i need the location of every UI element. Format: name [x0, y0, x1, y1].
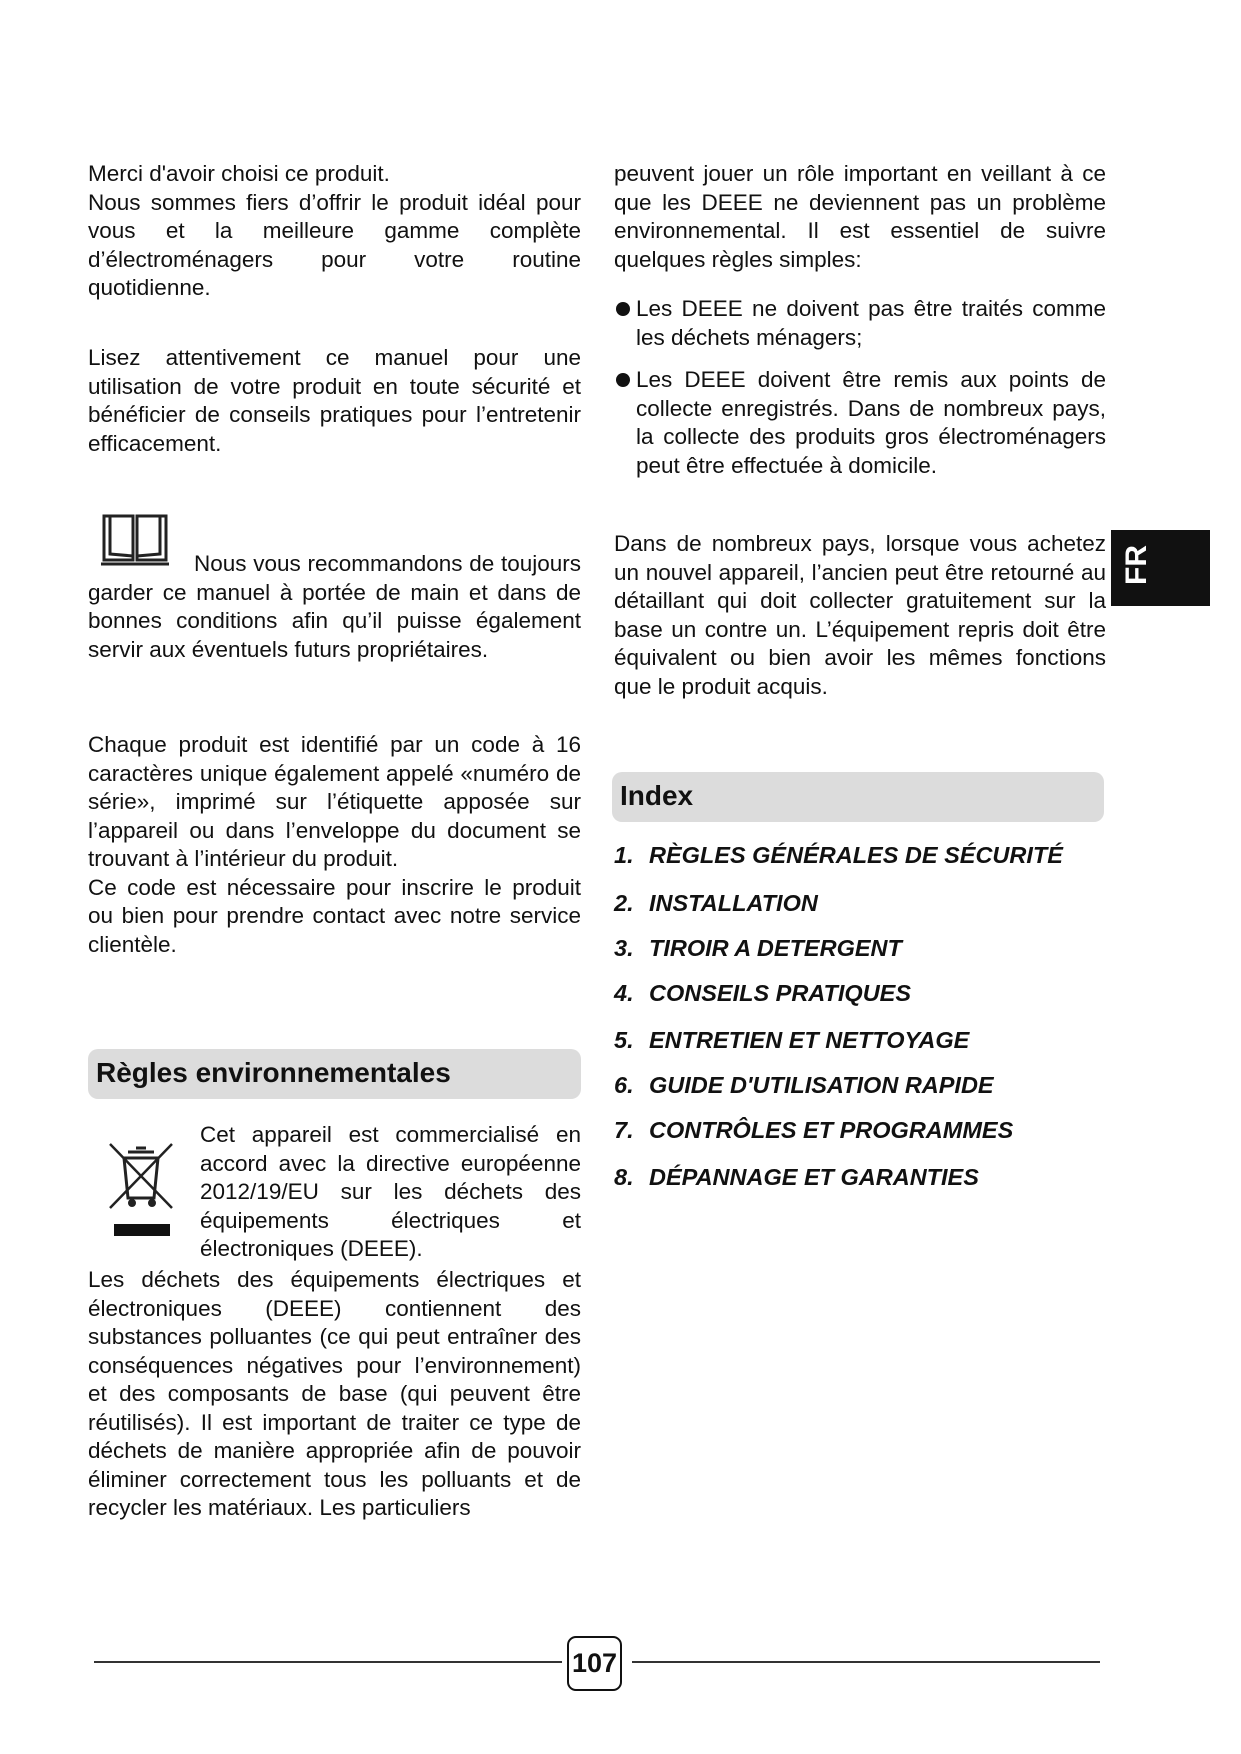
list-item: Les DEEE doivent être remis aux points de collecte enregistrés. Dans de nombreux pays, la collecte des produits gros électroménagers peut être effectuée à domicile. — [614, 366, 1106, 480]
index-heading: Index — [612, 772, 1104, 822]
index-number: 7. — [614, 1117, 634, 1143]
weee-text: Les déchets des équipements électriques et électroniques (DEEE) contiennent des substances polluantes (ce qui peut entraîner des conséquences négatives pour l’environnement) et des composants de base (qui peuvent être réutilisés). Il est important de traiter ce type de déchets de manière appropriée afin de pouvoir éliminer correctement tous les polluants et de recycler les matériaux. Les particuliers — [88, 1267, 581, 1520]
footer-rule-left — [94, 1661, 562, 1663]
return-text: Dans de nombreux pays, lorsque vous achetez un nouvel appareil, l’ancien peut être retourné au détaillant qui doit collecter gratuitement sur la base un contre un. L’équipement repris doit être équivalent ou bien avoir les mêmes fonctions que le produit acquis. — [614, 531, 1106, 699]
index-number: 5. — [614, 1027, 634, 1053]
language-tab — [1111, 530, 1210, 606]
index-number: 1. — [614, 842, 634, 868]
list-item: Les DEEE ne doivent pas être traités comme les déchets ménagers; — [614, 295, 1106, 352]
intro-text — [88, 160, 581, 303]
weee-rules-list — [614, 295, 1106, 494]
index-title: DÉPANNAGE ET GARANTIES — [649, 1164, 979, 1190]
env-heading: Règles environnementales — [88, 1049, 581, 1099]
index-title: GUIDE D'UTILISATION RAPIDE — [649, 1072, 994, 1098]
index-item[interactable] — [614, 1072, 994, 1099]
serial-code-text: Chaque produit est identifié par un code à 16 caractères unique également appelé «numéro de série», imprimé sur l’étiquette apposée sur l’appareil ou dans l’enveloppe du document se trouvant à l’intérieur du produit. — [88, 732, 581, 871]
index-number: 3. — [614, 935, 634, 961]
index-item[interactable] — [614, 935, 902, 962]
keep-manual-text: Nous vous recommandons de toujours garder ce manuel à portée de main et dans de bonnes conditions afin qu’il puisse également servir aux éventuels futurs propriétaires. — [88, 551, 581, 662]
index-title: INSTALLATION — [649, 890, 818, 916]
index-title: RÈGLES GÉNÉRALES DE SÉCURITÉ — [649, 842, 1063, 868]
index-item[interactable] — [614, 980, 911, 1007]
page-number: 107 — [567, 1636, 622, 1691]
index-item[interactable] — [614, 1027, 969, 1054]
index-item[interactable] — [614, 1164, 979, 1191]
index-item[interactable] — [614, 842, 1063, 869]
index-number: 6. — [614, 1072, 634, 1098]
weee-role-text: peuvent jouer un rôle important en veillant à ce que les DEEE ne deviennent pas un problème environnemental. Il est essentiel de suivre quelques règles simples: — [614, 161, 1106, 272]
weee-bin-icon — [106, 1140, 176, 1240]
serial-text — [88, 731, 581, 959]
service-text: Ce code est nécessaire pour inscrire le produit ou bien pour prendre contact avec notre service clientèle. — [88, 874, 581, 957]
read-manual-text: Lisez attentivement ce manuel pour une utilisation de votre produit en toute sécurité et bénéficier de conseils pratiques pour l’entretenir efficacement. — [88, 345, 581, 456]
index-number: 8. — [614, 1164, 634, 1190]
index-item[interactable] — [614, 1117, 1013, 1144]
index-title: CONTRÔLES ET PROGRAMMES — [649, 1117, 1014, 1143]
index-title: CONSEILS PRATIQUES — [649, 980, 912, 1006]
directive-text: Cet appareil est commercialisé en accord avec la directive européenne 2012/19/EU sur les déchets des équipements électriques et électroniques (DEEE). — [200, 1122, 581, 1261]
index-number: 2. — [614, 890, 634, 916]
pride-text: Nous sommes fiers d’offrir le produit idéal pour vous et la meilleure gamme complète d’électroménagers pour votre routine quotidienne. — [88, 189, 581, 300]
language-label: FR — [1120, 545, 1153, 585]
index-number: 4. — [614, 980, 634, 1006]
index-item[interactable] — [614, 890, 818, 917]
thanks-text: Merci d'avoir choisi ce produit. — [88, 161, 390, 186]
index-title: TIROIR A DETERGENT — [649, 935, 902, 961]
footer-rule-right — [632, 1661, 1100, 1663]
index-title: ENTRETIEN ET NETTOYAGE — [649, 1027, 970, 1053]
